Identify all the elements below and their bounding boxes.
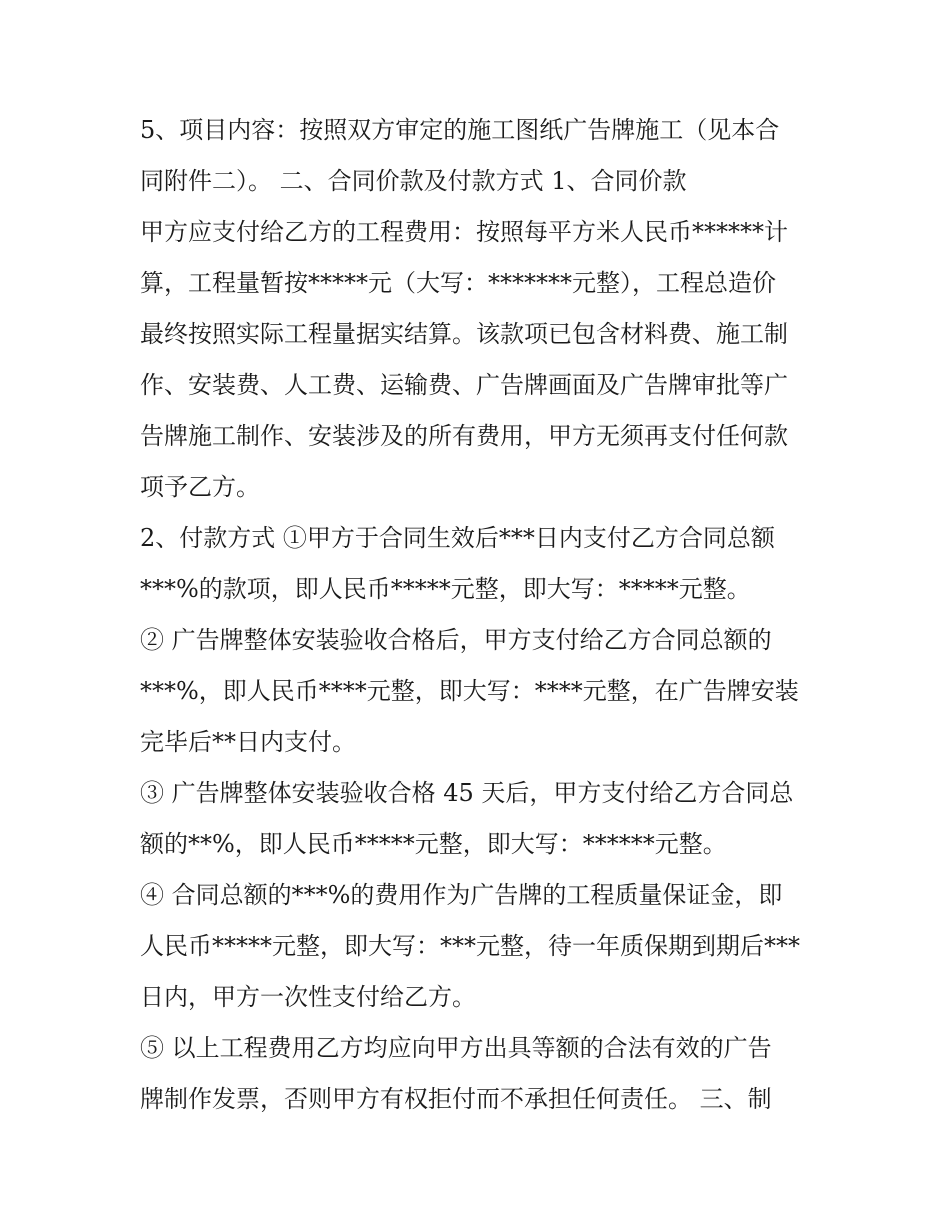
text-line: 告牌施工制作、安装涉及的所有费用，甲方无须再支付任何款 xyxy=(140,422,788,450)
text-line: 算，工程量暂按*****元（大写：*******元整），工程总造价 xyxy=(140,269,776,297)
text-line: 完毕后**日内支付。 xyxy=(140,728,356,756)
text-line: ④ 合同总额的***%的费用作为广告牌的工程质量保证金，即 xyxy=(140,881,783,909)
text-line: 牌制作发票，否则甲方有权拒付而不承担任何责任。 三、制 xyxy=(140,1085,772,1113)
text-line: 项予乙方。 xyxy=(140,473,260,501)
text-line: ***%，即人民币****元整，即大写：****元整，在广告牌安装 xyxy=(140,677,799,705)
text-line: ② 广告牌整体安装验收合格后，甲方支付给乙方合同总额的 xyxy=(140,626,772,654)
text-line: 甲方应支付给乙方的工程费用：按照每平方米人民币******计 xyxy=(140,218,788,246)
text-line: 最终按照实际工程量据实结算。该款项已包含材料费、施工制 xyxy=(140,320,788,348)
text-line: 人民币*****元整，即大写：***元整，待一年质保期到期后*** xyxy=(140,932,800,960)
text-line: ***%的款项，即人民币*****元整，即大写：*****元整。 xyxy=(140,575,751,603)
text-line: 5、项目内容：按照双方审定的施工图纸广告牌施工（见本合 xyxy=(140,116,780,144)
text-line: 2、付款方式 ①甲方于合同生效后***日内支付乙方合同总额 xyxy=(140,524,775,552)
text-line: 同附件二）。 二、合同价款及付款方式 1、合同价款 xyxy=(140,167,687,195)
document-page xyxy=(140,105,820,1125)
text-line: 额的**%，即人民币*****元整，即大写：******元整。 xyxy=(140,830,727,858)
text-line: ⑤ 以上工程费用乙方均应向甲方出具等额的合法有效的广告 xyxy=(140,1034,772,1062)
text-line: ③ 广告牌整体安装验收合格 45 天后，甲方支付给乙方合同总 xyxy=(140,779,794,807)
text-line: 日内，甲方一次性支付给乙方。 xyxy=(140,983,476,1011)
text-line: 作、安装费、人工费、运输费、广告牌画面及广告牌审批等广 xyxy=(140,371,788,399)
